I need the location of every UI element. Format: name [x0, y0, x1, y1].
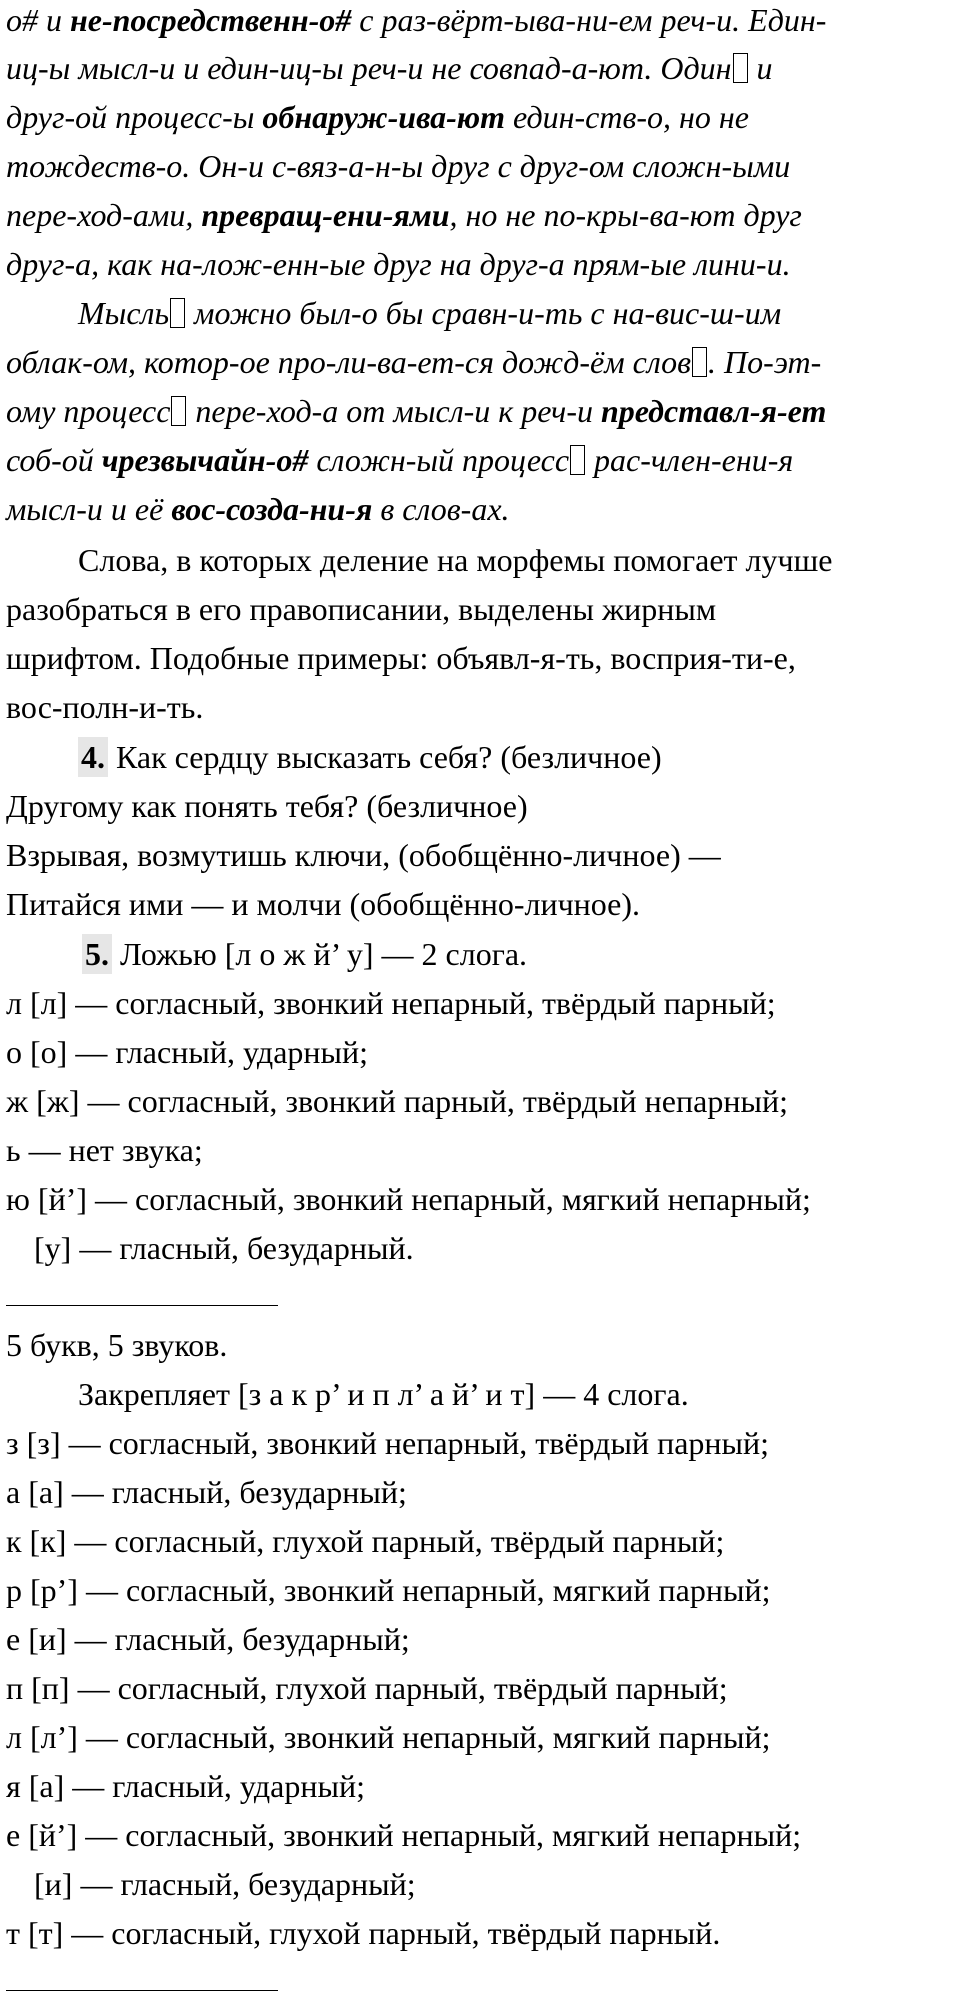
text-line: [6, 48, 773, 88]
text-span: и: [748, 50, 773, 86]
sound-line: о [о] — гласный, ударный;: [6, 1034, 369, 1070]
sound-line: р [р’] — согласный, звонкий непарный, мягкий парный;: [6, 1572, 771, 1608]
sound-line: ж [ж] — согласный, звонкий парный, твёрдый непарный;: [6, 1083, 788, 1119]
text-line: [6, 440, 793, 480]
text-span: рас-член-ени-я: [586, 442, 794, 478]
task-number: 4.: [78, 737, 108, 777]
sound-line: е [й’] — согласный, звонкий непарный, мягкий непарный;: [6, 1817, 802, 1853]
text-line: [6, 489, 510, 529]
bold-word: чрезвычайн-о#: [101, 442, 309, 478]
text-span: соб-ой: [6, 442, 102, 478]
text-line: тождеств-о. Он-и с-вяз-а-н-ы друг с друг-ом сложн-ыми: [6, 148, 791, 184]
bold-word: вос-созда-ни-я: [171, 491, 373, 527]
sound-line: я [а] — гласный, ударный;: [6, 1768, 365, 1804]
bold-word: обнаруж-ива-ют: [262, 99, 506, 135]
text-line: [78, 293, 781, 333]
bold-word: превращ-ени-ями: [201, 197, 450, 233]
footnote-rule: [6, 1990, 278, 1991]
sound-line: ю [й’] — согласный, звонкий непарный, мягкий непарный;: [6, 1181, 811, 1217]
text-line: [6, 391, 826, 431]
text-span: пере-ход-а от мысл-и к реч-и: [187, 393, 601, 429]
missing-glyph-box: [170, 298, 185, 328]
word-line: Закрепляет [з а к р’ и п л’ а й’ и т] — 4 слога.: [78, 1376, 689, 1412]
missing-glyph-box: [171, 396, 186, 426]
poem-line: Другому как понять тебя? (безличное): [6, 788, 528, 824]
paragraph-line: Слова, в которых деление на морфемы помогает лучше: [78, 542, 833, 578]
task5-first-line: [82, 934, 527, 974]
bold-word: не-посредственн-о#: [70, 2, 352, 38]
task-number: 5.: [82, 934, 112, 974]
missing-glyph-box: [692, 347, 707, 377]
sound-line: л [л’] — согласный, звонкий непарный, мягкий парный;: [6, 1719, 771, 1755]
sound-line: [и] — гласный, безударный;: [34, 1866, 416, 1902]
text-line: [6, 97, 749, 137]
task4-first-line: [78, 737, 662, 777]
sound-line: ь — нет звука;: [6, 1132, 203, 1168]
text-span: ому процесс: [6, 393, 171, 429]
text-span: Ложью [л о ж й’ у] — 2 слога.: [112, 936, 528, 972]
sound-line: к [к] — согласный, глухой парный, твёрдый парный;: [6, 1523, 725, 1559]
text-span: мысл-и и её: [6, 491, 172, 527]
text-line: [6, 342, 821, 382]
text-span: друг-ой процесс-ы: [6, 99, 263, 135]
paragraph-line: разобраться в его правописании, выделены жирным: [6, 591, 717, 627]
text-span: пере-ход-ами,: [6, 197, 202, 233]
paragraph-line: шрифтом. Подобные примеры: объявл-я-ть, восприя-ти-е,: [6, 640, 796, 676]
missing-glyph-box: [570, 445, 585, 475]
text-span: Как сердцу высказать себя? (безличное): [108, 739, 662, 775]
sound-line: з [з] — согласный, звонкий непарный, твёрдый парный;: [6, 1425, 770, 1461]
text-line: [6, 0, 826, 40]
footnote-rule: [6, 1305, 278, 1306]
text-span: един-ств-о, но не: [505, 99, 749, 135]
sound-line: а [а] — гласный, безударный;: [6, 1474, 407, 1510]
sound-line: т [т] — согласный, глухой парный, твёрдый парный.: [6, 1915, 721, 1951]
text-span: . По-эт-: [708, 344, 822, 380]
text-line: [6, 195, 802, 235]
text-span: в слов-ах.: [372, 491, 510, 527]
sound-line: е [и] — гласный, безударный;: [6, 1621, 410, 1657]
text-line: друг-а, как на-лож-енн-ые друг на друг-а прям-ые лини-и.: [6, 246, 791, 282]
poem-line: Взрывая, возмутишь ключи, (обобщённо-личное) —: [6, 837, 721, 873]
text-span: можно был-о бы сравн-и-ть с на-вис-ш-им: [186, 295, 782, 331]
text-span: облак-ом, котор-ое про-ли-ва-ет-ся дожд-ём слов: [6, 344, 692, 380]
text-span: сложн-ый процесс: [308, 442, 570, 478]
text-span: с раз-вёрт-ыва-ни-ем реч-и. Един-: [351, 2, 827, 38]
sound-line: л [л] — согласный, звонкий непарный, твёрдый парный;: [6, 985, 776, 1021]
poem-line: Питайся ими — и молчи (обобщённо-личное).: [6, 886, 641, 922]
text-span: иц-ы мысл-и и един-иц-ы реч-и не совпад-а-ют. Один: [6, 50, 732, 86]
bold-word: представл-я-ет: [600, 393, 827, 429]
sound-line: [у] — гласный, безударный.: [34, 1230, 414, 1266]
sound-line: п [п] — согласный, глухой парный, твёрдый парный;: [6, 1670, 728, 1706]
paragraph-line: вос-полн-и-ть.: [6, 689, 204, 725]
missing-glyph-box: [733, 53, 748, 83]
text-span: , но не по-кры-ва-ют друг: [449, 197, 802, 233]
text-span: о# и: [6, 2, 70, 38]
summary-line: 5 букв, 5 звуков.: [6, 1327, 228, 1363]
text-span: Мысль: [78, 295, 170, 331]
